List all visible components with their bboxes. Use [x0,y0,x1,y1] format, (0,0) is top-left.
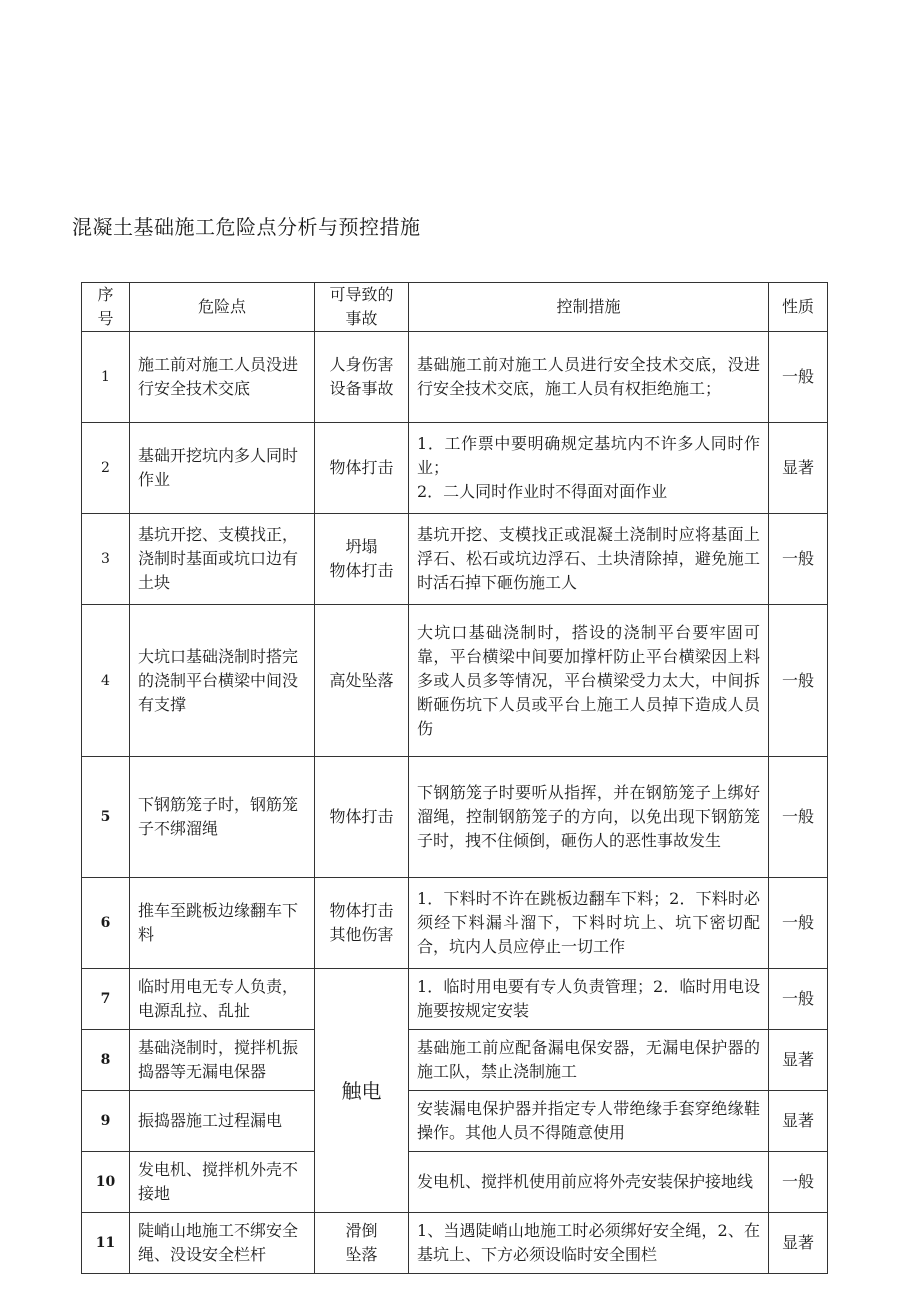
row-number: 6 [82,878,130,969]
nature-cell: 一般 [769,1152,828,1213]
hazard-cell: 陡峭山地施工不绑安全绳、没设安全栏杆 [130,1213,315,1274]
nature-cell: 一般 [769,757,828,878]
hazard-cell: 基础开挖坑内多人同时作业 [130,423,315,514]
row-number: 5 [82,757,130,878]
table-row [82,969,828,1030]
accident-cell: 物体打击 [315,757,409,878]
table-row [82,1091,828,1152]
nature-cell: 显著 [769,423,828,514]
measure-cell: 下钢筋笼子时要听从指挥，并在钢筋笼子上绑好溜绳，控制钢筋笼子的方向，以免出现下钢筋笼子时，拽不住倾倒，砸伤人的恶性事故发生 [409,757,769,878]
accident-cell: 物体打击 [315,423,409,514]
accident-cell: 人身伤害 设备事故 [315,332,409,423]
measure-cell: 基础施工前对施工人员进行安全技术交底，没进行安全技术交底，施工人员有权拒绝施工； [409,332,769,423]
hazard-table [81,282,828,1274]
nature-cell: 显著 [769,1091,828,1152]
document-title: 混凝土基础施工危险点分析与预控措施 [72,215,421,239]
row-number: 4 [82,605,130,757]
hazard-cell: 下钢筋笼子时，钢筋笼子不绑溜绳 [130,757,315,878]
hazard-cell: 临时用电无专人负责，电源乱拉、乱扯 [130,969,315,1030]
table-row [82,332,828,423]
measure-cell: 1．下料时不许在跳板边翻车下料；2．下料时必须经下料漏斗溜下，下料时坑上、坑下密切配合，坑内人员应停止一切工作 [409,878,769,969]
hazard-cell: 推车至跳板边缘翻车下料 [130,878,315,969]
measure-cell: 大坑口基础浇制时，搭设的浇制平台要牢固可靠，平台横梁中间要加撑杆防止平台横梁因上料多或人员多等情况，平台横梁受力太大，中间拆断砸伤坑下人员或平台上施工人员掉下造成人员伤 [409,605,769,757]
hazard-cell: 基础浇制时，搅拌机振捣器等无漏电保器 [130,1030,315,1091]
measure-cell: 1、当遇陡峭山地施工时必须绑好安全绳，2、在基坑上、下方必须设临时安全围栏 [409,1213,769,1274]
header-no: 序 号 [82,283,130,332]
header-accident: 可导致的 事故 [315,283,409,332]
row-number: 9 [82,1091,130,1152]
hazard-cell: 发电机、搅拌机外壳不接地 [130,1152,315,1213]
nature-cell: 一般 [769,605,828,757]
accident-cell: 物体打击 其他伤害 [315,878,409,969]
table-row [82,605,828,757]
row-number: 2 [82,423,130,514]
measure-cell: 安装漏电保护器并指定专人带绝缘手套穿绝缘鞋操作。其他人员不得随意使用 [409,1091,769,1152]
row-number: 11 [82,1213,130,1274]
measure-cell: 基坑开挖、支模找正或混凝土浇制时应将基面上浮石、松石或坑边浮石、土块清除掉，避免施工时活石掉下砸伤施工人 [409,514,769,605]
row-number: 3 [82,514,130,605]
measure-cell: 发电机、搅拌机使用前应将外壳安装保护接地线 [409,1152,769,1213]
nature-cell: 一般 [769,332,828,423]
table-row [82,757,828,878]
table-row [82,1152,828,1213]
row-number: 8 [82,1030,130,1091]
header-nature: 性质 [769,283,828,332]
measure-cell: 基础施工前应配备漏电保安器，无漏电保护器的施工队，禁止浇制施工 [409,1030,769,1091]
table-row [82,878,828,969]
accident-cell: 高处坠落 [315,605,409,757]
row-number: 1 [82,332,130,423]
measure-cell: 1．临时用电要有专人负责管理；2．临时用电设施要按规定安装 [409,969,769,1030]
nature-cell: 一般 [769,878,828,969]
table-row [82,1213,828,1274]
row-number: 10 [82,1152,130,1213]
table-row [82,514,828,605]
accident-cell: 滑倒 坠落 [315,1213,409,1274]
hazard-cell: 大坑口基础浇制时搭完的浇制平台横梁中间没有支撑 [130,605,315,757]
table-header-row [82,283,828,332]
accident-cell: 坍塌 物体打击 [315,514,409,605]
nature-cell: 显著 [769,1213,828,1274]
nature-cell: 一般 [769,969,828,1030]
hazard-cell: 施工前对施工人员没进行安全技术交底 [130,332,315,423]
table-row [82,423,828,514]
hazard-cell: 基坑开挖、支模找正，浇制时基面或坑口边有土块 [130,514,315,605]
accident-cell: 触电 [315,969,409,1213]
row-number: 7 [82,969,130,1030]
table-row [82,1030,828,1091]
measure-cell: 1．工作票中要明确规定基坑内不许多人同时作业； 2．二人同时作业时不得面对面作业 [409,423,769,514]
header-measure: 控制措施 [409,283,769,332]
header-hazard: 危险点 [130,283,315,332]
hazard-cell: 振捣器施工过程漏电 [130,1091,315,1152]
nature-cell: 显著 [769,1030,828,1091]
nature-cell: 一般 [769,514,828,605]
